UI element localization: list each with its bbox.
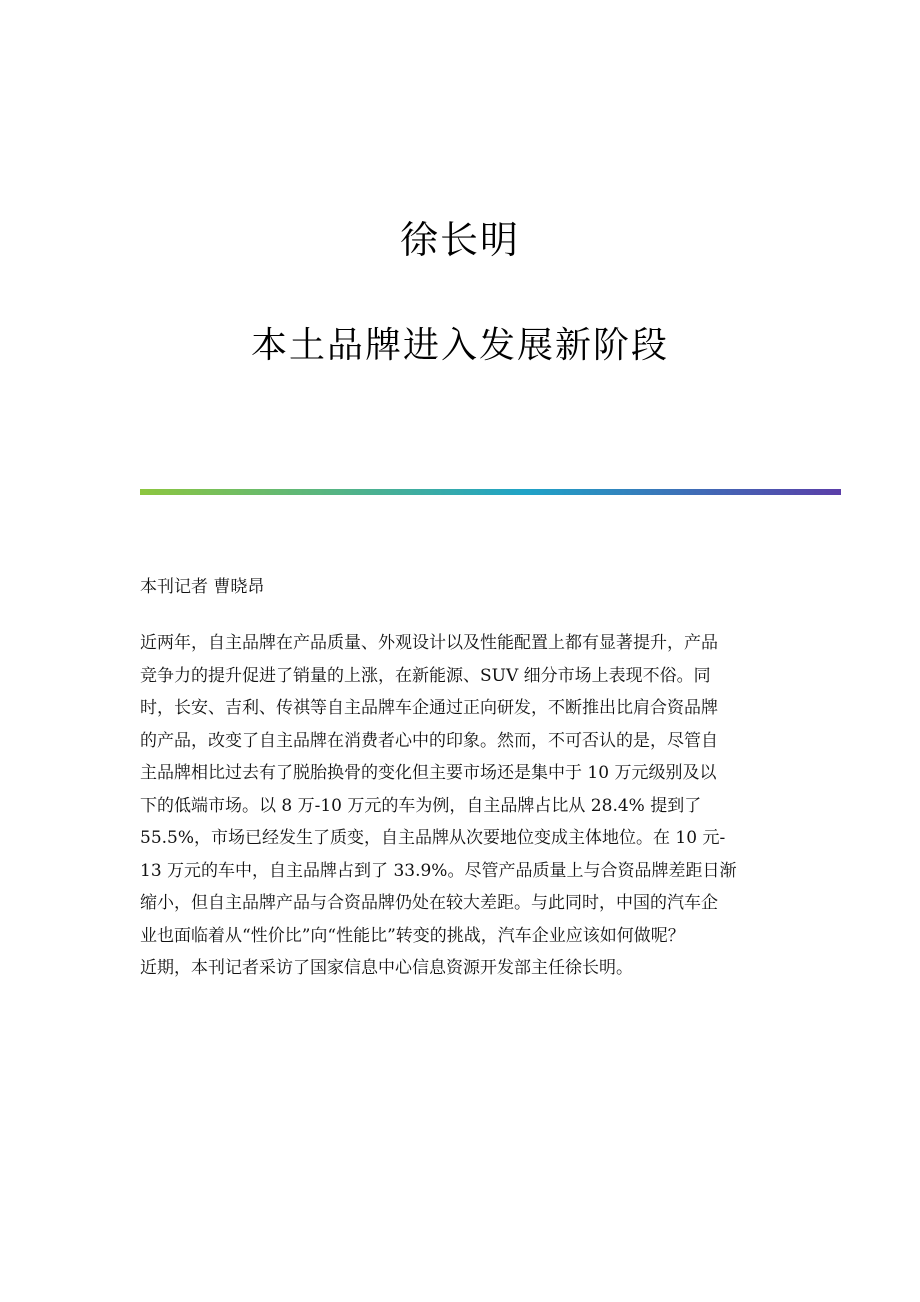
body-line: 时，长安、吉利、传祺等自主品牌车企通过正向研发，不断推出比肩合资品牌	[140, 698, 718, 718]
interviewee-name: 徐长明	[399, 218, 520, 262]
body-line: 竞争力的提升促进了销量的上涨，在新能源、SUV 细分市场上表现不俗。同	[140, 665, 711, 686]
body-line: 主品牌相比过去有了脱胎换骨的变化但主要市场还是集中于 10 万元级别及以	[140, 763, 717, 783]
body-line: 业也面临着从“性价比”向“性能比”转变的挑战，汽车企业应该如何做呢？	[140, 925, 685, 946]
body-line: 近两年，自主品牌在产品质量、外观设计以及性能配置上都有显著提升，产品	[140, 633, 718, 653]
gradient-divider	[140, 489, 841, 495]
body-line: 的产品，改变了自主品牌在消费者心中的印象。然而，不可否认的是，尽管自	[140, 730, 718, 751]
article-body	[140, 627, 780, 985]
byline: 本刊记者 曹晓昂	[140, 577, 265, 597]
body-line: 近期，本刊记者采访了国家信息中心信息资源开发部主任徐长明。	[140, 958, 633, 978]
body-line: 下的低端市场。以 8 万-10 万元的车为例，自主品牌占比从 28.4% 提到了	[140, 795, 702, 816]
body-line: 55.5%，市场已经发生了质变，自主品牌从次要地位变成主体地位。在 10 元-	[140, 828, 726, 848]
article-title: 本土品牌进入发展新阶段	[250, 325, 669, 366]
body-line: 缩小，但自主品牌产品与合资品牌仍处在较大差距。与此同时，中国的汽车企	[140, 893, 718, 913]
body-line: 13 万元的车中，自主品牌占到了 33.9%。尽管产品质量上与合资品牌差距日渐	[140, 860, 737, 881]
